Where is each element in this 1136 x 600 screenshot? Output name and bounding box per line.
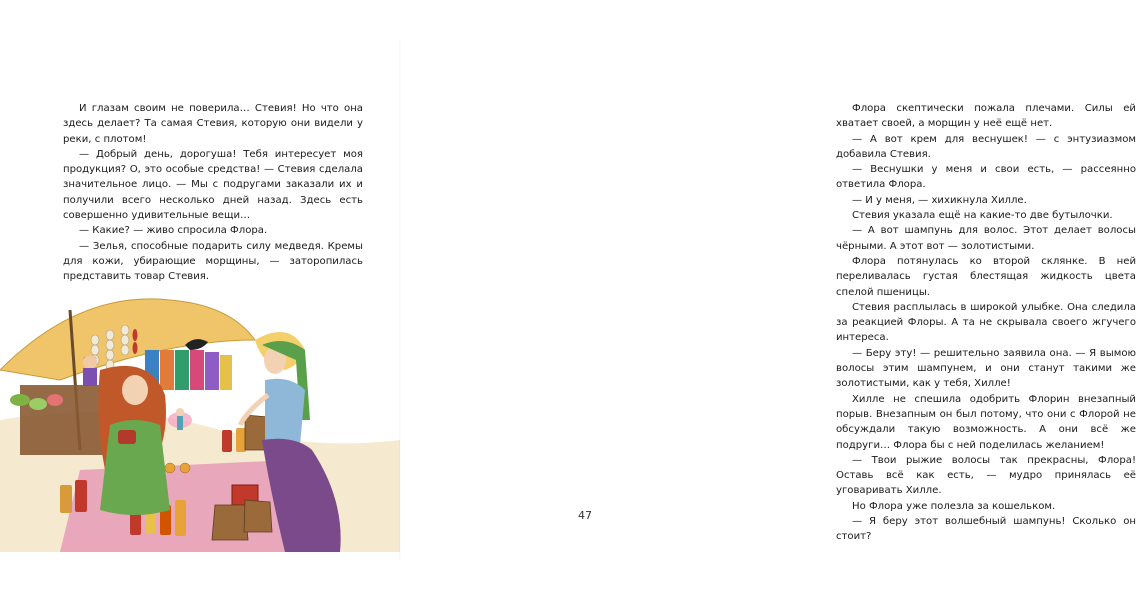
right-page-text: [836, 101, 1136, 545]
paragraph: — А вот крем для веснушек! — с энтузиазмом добавила Стевия.: [836, 133, 1136, 160]
left-page-text: [63, 101, 363, 285]
paragraph: — Веснушки у меня и свои есть, — рассеянно ответила Флора.: [836, 164, 1136, 191]
flora-figure: [98, 366, 170, 515]
page-number: 47: [578, 509, 592, 522]
paragraph: — Зелья, способные подарить силу медведя. Кремы для кожи, убирающие морщины, — заторопилась представить товар Стевия.: [63, 240, 363, 283]
paragraph: — И у меня, — хихикнула Хилле.: [852, 194, 1027, 206]
paragraph: Флора потянулась ко второй склянке. В ней переливалась густая блестящая жидкость цвета спелой пшеницы.: [836, 255, 1136, 298]
paragraph: И глазам своим не поверила… Стевия! Но что она здесь делает? Та самая Стевия, которую они видели у реки, с плотом!: [63, 103, 363, 145]
left-page: [0, 0, 400, 600]
paragraph: Стевия указала ещё на какие-то две бутылочки.: [852, 210, 1113, 222]
paragraph: — Добрый день, дорогуша! Тебя интересует моя продукция? О, это особые средства! — Стевия сделала значительное лицо. — Мы с подругами заказали их и получили всего несколько дней назад. Здесь есть совершенно удивительные вещи…: [63, 148, 363, 222]
flora-face: [122, 375, 148, 405]
hille-top: [265, 379, 305, 445]
vendor-body: [83, 368, 97, 386]
paragraph: — Твои рыжие волосы так прекрасны, Флора! Оставь всё как есть, — мудро принялась её уговаривать Хилле.: [836, 454, 1136, 497]
vendor-head: [83, 355, 97, 369]
paragraph: Стевия расплылась в широкой улыбке. Она следила за реакцией Флоры. А та не скрывала своего жгучего интереса.: [836, 301, 1136, 344]
paragraph: Флора скептически пожала плечами. Силы ей хватает своей, а морщин у неё ещё нет.: [836, 103, 1136, 130]
paragraph: Хилле не спешила одобрить Флорин внезапный порыв. Внезапным он был потому, что они с Флорой не обсуждали такую возможность. А они всё же подруги… Флора бы с ней поделилась желанием!: [836, 393, 1136, 451]
paragraph: — Какие? — живо спросила Флора.: [79, 225, 268, 237]
paragraph: Но Флора уже полезла за кошельком.: [852, 500, 1056, 512]
paragraph: — Беру эту! — решительно заявила она. — Я вымою волосы этим шампунем, и они станут такими же золотистыми, как у тебя, Хилле!: [836, 347, 1136, 390]
market-stall-illustration: [0, 300, 400, 552]
flora-bag: [118, 430, 136, 444]
paragraph: — А вот шампунь для волос. Этот делает волосы чёрными. А этот вот — золотистыми.: [836, 225, 1136, 252]
paragraph: — Я беру этот волшебный шампунь! Сколько он стоит?: [836, 516, 1136, 543]
right-page: [400, 0, 1136, 600]
